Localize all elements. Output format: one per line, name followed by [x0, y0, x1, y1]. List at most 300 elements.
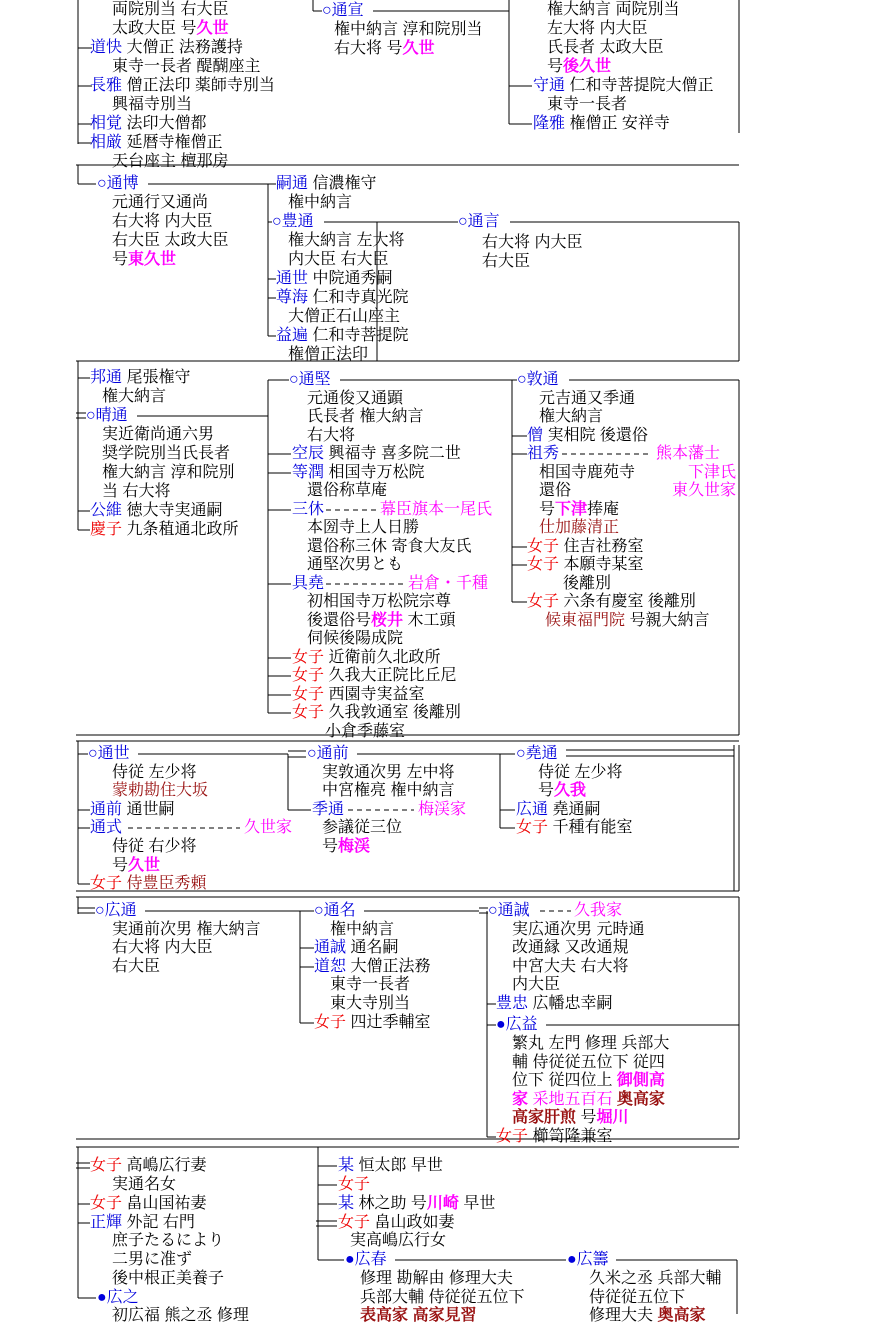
tree-node — [589, 1308, 705, 1324]
tree-node — [360, 1271, 513, 1287]
text-segment: 権大納言 左大将 — [288, 232, 405, 249]
text-segment: 女子 — [527, 593, 560, 610]
text-segment: 通前 — [90, 801, 123, 818]
text-segment: 女子 — [292, 667, 325, 684]
tree-node — [112, 839, 196, 855]
text-segment: 梅渓 — [338, 838, 371, 855]
tree-node — [322, 820, 402, 836]
text-segment: 伺候後陽成院 — [307, 630, 404, 647]
text-segment: 早世 — [458, 1195, 496, 1212]
tree-node — [482, 235, 582, 251]
tree-node — [512, 1110, 628, 1126]
tree-node — [90, 78, 275, 94]
tree-node — [112, 1308, 249, 1324]
tree-node — [292, 687, 424, 703]
tree-node — [516, 820, 632, 836]
tree-node — [527, 428, 648, 444]
text-segment: 正輝 — [90, 1214, 123, 1231]
text-segment: 権中納言 淳和院別当 — [334, 21, 483, 38]
text-segment: 女子 — [90, 875, 123, 892]
tree-node — [112, 2, 228, 18]
tree-node — [688, 465, 736, 481]
text-segment: 号 — [112, 251, 129, 268]
text-segment: 守通 — [533, 77, 566, 94]
text-segment: 祖秀 — [527, 445, 560, 462]
tree-node — [102, 465, 234, 481]
tree-node — [516, 746, 558, 762]
tree-node — [90, 1215, 195, 1231]
tree-node — [307, 557, 403, 573]
text-segment: 侍従 左少将 — [538, 764, 623, 781]
text-segment: 熊本藩士 — [656, 445, 721, 462]
text-segment: 堯通嗣 — [548, 801, 601, 818]
text-segment: 権大納言 両院別当 — [547, 1, 680, 18]
text-segment: 右大将 内大臣 — [482, 234, 583, 251]
text-segment: 梅渓家 — [418, 801, 467, 818]
tree-node — [496, 1129, 612, 1145]
text-segment: 道恕 — [314, 958, 347, 975]
tree-node — [322, 783, 454, 799]
text-segment: ○通誠 — [488, 902, 530, 919]
text-segment: 仕加藤清正 — [539, 519, 620, 536]
tree-node — [539, 483, 571, 499]
text-segment: 庶子たるにより — [112, 1232, 225, 1249]
text-segment: 後久世 — [563, 58, 612, 75]
text-segment: 権大納言 — [539, 408, 604, 425]
text-segment: 還俗 — [539, 482, 572, 499]
text-segment: 幕臣旗本一尾氏 — [380, 501, 493, 518]
text-segment: ●広之 — [97, 1289, 139, 1306]
text-segment: 久我敦通室 後離別 — [324, 704, 461, 721]
tree-node — [380, 502, 492, 518]
text-segment: 右大臣 — [112, 958, 161, 975]
text-segment: 小倉季藤室 — [325, 723, 406, 740]
text-segment: 右大将 内大臣 — [112, 939, 213, 956]
text-segment: 某 — [338, 1157, 355, 1174]
text-segment: 僧 — [527, 427, 544, 444]
tree-node — [338, 1196, 495, 1212]
tree-node — [112, 195, 208, 211]
tree-node — [527, 446, 559, 462]
tree-node — [112, 1233, 224, 1249]
tree-node — [512, 922, 644, 938]
tree-node — [350, 1233, 446, 1249]
text-segment: 左大将 内大臣 — [547, 20, 648, 37]
text-segment: 奥高家 — [657, 1307, 706, 1324]
tree-node — [90, 802, 174, 818]
tree-node — [288, 195, 352, 211]
text-segment: 女子 — [527, 556, 560, 573]
tree-node — [512, 1036, 669, 1052]
text-segment: 興福寺 喜多院二世 — [324, 445, 461, 462]
tree-node — [539, 409, 603, 425]
text-segment: ○敦通 — [517, 371, 559, 388]
text-segment: 東寺一長者 — [547, 96, 628, 113]
text-segment: 延暦寺権僧正 — [122, 134, 223, 151]
text-segment: 女子 — [338, 1214, 371, 1231]
text-segment: ○通前 — [307, 745, 349, 762]
text-segment: 東寺一長者 醍醐座主 — [112, 58, 261, 75]
tree-node — [307, 539, 471, 555]
tree-node — [656, 446, 720, 462]
text-segment: 改通縁 又改通規 — [512, 939, 629, 956]
text-segment: 興福寺別当 — [112, 96, 193, 113]
tree-node — [307, 631, 403, 647]
text-segment: 女子 — [90, 1195, 123, 1212]
tree-node — [496, 996, 612, 1012]
tree-node — [314, 959, 430, 975]
tree-node — [547, 21, 647, 37]
text-segment: 女子 — [527, 538, 560, 555]
text-segment: 相厳 — [90, 134, 123, 151]
text-segment: 久我家 — [574, 902, 623, 919]
text-segment: 女子 — [496, 1128, 529, 1145]
text-segment: 櫛笥隆兼室 — [528, 1128, 613, 1145]
tree-node — [334, 41, 434, 57]
text-segment: 通式 — [90, 819, 123, 836]
text-segment: 西園寺実益室 — [324, 686, 425, 703]
text-segment: 太政大臣 号 — [112, 20, 197, 37]
tree-node — [112, 21, 228, 37]
text-segment: 東久世 — [128, 251, 177, 268]
tree-node — [539, 520, 619, 536]
text-segment: 住吉社務室 — [559, 538, 644, 555]
tree-node — [539, 391, 635, 407]
text-segment: 女子 — [292, 686, 325, 703]
tree-node — [527, 594, 696, 610]
text-segment: 東久世家 — [672, 482, 737, 499]
text-segment: 実通前次男 権大納言 — [112, 921, 261, 938]
text-segment: 千種有能室 — [548, 819, 633, 836]
text-segment: 輔 侍従従五位下 従四 — [512, 1054, 665, 1071]
text-segment: 女子 — [292, 704, 325, 721]
text-segment: 権大納言 淳和院別 — [102, 464, 235, 481]
tree-node — [539, 502, 619, 518]
tree-node — [547, 40, 663, 56]
tree-node — [360, 1308, 476, 1324]
text-segment: 権中納言 — [288, 194, 353, 211]
tree-node — [325, 724, 405, 740]
tree-node — [97, 176, 139, 192]
tree-node — [322, 839, 370, 855]
text-segment: 川崎 — [426, 1195, 459, 1212]
text-segment: 権僧正 安祥寺 — [565, 115, 670, 132]
text-segment: 侍従 右少将 — [112, 838, 197, 855]
text-segment: 後離別 — [563, 575, 612, 592]
tree-node — [288, 347, 368, 363]
text-segment: 氏長者 太政大臣 — [547, 39, 664, 56]
tree-node — [90, 820, 122, 836]
text-segment: 元通俊又通顕 — [307, 390, 404, 407]
tree-node — [418, 802, 466, 818]
text-segment: 内大臣 — [512, 976, 561, 993]
text-segment: 号 — [112, 857, 129, 874]
tree-node — [112, 940, 212, 956]
tree-node — [112, 233, 228, 249]
text-segment: ○晴通 — [86, 407, 128, 424]
text-segment: 右大将 号 — [334, 40, 403, 57]
text-segment: 九条稙通北政所 — [122, 521, 239, 538]
tree-node — [90, 1196, 206, 1212]
text-segment: 初広福 熊之丞 修理 — [112, 1307, 249, 1324]
tree-node — [538, 765, 622, 781]
text-segment: 林之助 号 — [354, 1195, 427, 1212]
text-segment: 参議従三位 — [322, 819, 403, 836]
text-segment: 家 — [512, 1091, 529, 1108]
text-segment: 恒太郎 早世 — [354, 1157, 443, 1174]
tree-node — [292, 576, 324, 592]
tree-node — [112, 959, 160, 975]
text-segment: 氏長者 権大納言 — [307, 408, 424, 425]
tree-node — [408, 576, 488, 592]
text-segment: 通世 — [276, 270, 309, 287]
text-segment: 下津 — [555, 501, 588, 518]
tree-node — [102, 427, 214, 443]
tree-node — [307, 409, 423, 425]
tree-node — [276, 328, 408, 344]
text-segment: 両院別当 右大臣 — [112, 1, 229, 18]
tree-node — [90, 522, 238, 538]
tree-node — [112, 922, 260, 938]
text-segment: 仁和寺菩提院 — [308, 327, 409, 344]
text-segment: 元通行又通尚 — [112, 194, 209, 211]
text-segment: 通誠 — [314, 939, 347, 956]
text-segment: 御側高 — [616, 1072, 665, 1089]
tree-node — [90, 370, 190, 386]
text-segment: 六条有慶室 後離別 — [559, 593, 696, 610]
text-segment: 益遍 — [276, 327, 309, 344]
text-segment: 慶子 — [90, 521, 123, 538]
text-segment: 邦通 — [90, 369, 123, 386]
tree-node — [538, 783, 586, 799]
tree-node — [312, 802, 344, 818]
text-segment: 蒙勅勘住大坂 — [112, 782, 209, 799]
text-segment: ○豊通 — [272, 213, 314, 230]
text-segment: 久我 — [554, 782, 587, 799]
text-segment: 大僧正 法務護持 — [122, 39, 243, 56]
text-segment: 還俗称三休 寄食大友氏 — [307, 538, 472, 555]
text-segment: ○通博 — [97, 175, 139, 192]
text-segment: 広幡忠幸嗣 — [528, 995, 613, 1012]
tree-node — [334, 22, 482, 38]
text-segment: 号 — [547, 58, 564, 75]
text-segment: 近衛前久北政所 — [324, 649, 441, 666]
tree-node — [112, 59, 260, 75]
tree-node — [112, 214, 212, 230]
tree-node — [288, 252, 388, 268]
text-segment: 侍従 左少将 — [112, 764, 197, 781]
tree-node — [307, 428, 355, 444]
tree-node — [112, 858, 160, 874]
tree-node — [589, 1290, 685, 1306]
text-segment: 徳大寺実通嗣 — [122, 502, 223, 519]
text-segment: 号 — [539, 501, 556, 518]
tree-node — [330, 977, 410, 993]
text-segment: 豊忠 — [496, 995, 529, 1012]
text-segment: ○通世 — [88, 745, 130, 762]
tree-node — [307, 613, 455, 629]
tree-node — [90, 135, 222, 151]
text-segment: 兵部大輔 侍従従五位下 — [360, 1289, 525, 1306]
text-segment: 久世 — [128, 857, 161, 874]
text-segment: 空辰 — [292, 445, 325, 462]
text-segment: 公維 — [90, 502, 123, 519]
tree-node — [330, 996, 410, 1012]
tree-node — [545, 613, 709, 629]
tree-node — [276, 176, 376, 192]
tree-node — [112, 154, 228, 170]
tree-node — [314, 940, 398, 956]
tree-node — [112, 1271, 224, 1287]
text-segment: ●広籌 — [567, 1251, 609, 1268]
tree-node — [533, 116, 670, 132]
text-segment: 女子 — [338, 1176, 371, 1193]
text-segment: 捧庵 — [587, 501, 620, 518]
tree-node — [512, 959, 628, 975]
text-segment: 実敦通次男 左中将 — [322, 764, 455, 781]
text-segment: 高嶋広行妻 — [122, 1157, 207, 1174]
tree-node — [112, 1177, 176, 1193]
text-segment: ○堯通 — [516, 745, 558, 762]
text-segment: 大僧正石山座主 — [288, 308, 401, 325]
text-segment: 高家肝煎 — [512, 1109, 577, 1126]
tree-node — [338, 1215, 454, 1231]
tree-node — [307, 483, 387, 499]
tree-node — [97, 1290, 139, 1306]
tree-node — [574, 903, 622, 919]
text-segment: ○通堅 — [289, 371, 331, 388]
text-segment: 元吉通又季通 — [539, 390, 636, 407]
text-segment: 右大臣 太政大臣 — [112, 232, 229, 249]
text-segment: 相覚 — [90, 115, 123, 132]
text-segment: 道快 — [90, 39, 123, 56]
text-segment: 権大納言 — [102, 388, 167, 405]
text-segment: 実高嶋広行女 — [350, 1232, 447, 1249]
text-segment: 相国寺鹿苑寺 — [539, 464, 636, 481]
text-segment: 東大寺別当 — [330, 995, 411, 1012]
tree-node — [292, 705, 461, 721]
text-segment: 久我大正院比丘尼 — [324, 667, 457, 684]
text-segment: 下津氏 — [688, 464, 737, 481]
tree-node — [322, 3, 364, 19]
tree-node — [288, 233, 404, 249]
tree-node — [307, 594, 451, 610]
tree-node — [307, 746, 349, 762]
text-segment: 修理 勘解由 修理大夫 — [360, 1270, 513, 1287]
text-segment: 実近衛尚通六男 — [102, 426, 215, 443]
text-segment: 実通名女 — [112, 1176, 177, 1193]
text-segment: 広通 — [516, 801, 549, 818]
text-segment: 侍豊臣秀頼 — [122, 875, 207, 892]
tree-node — [314, 1015, 430, 1031]
text-segment: 本圀寺上人日勝 — [307, 519, 420, 536]
tree-node — [272, 214, 314, 230]
text-segment: 号 — [538, 782, 555, 799]
text-segment: 実広通次男 元時通 — [512, 921, 645, 938]
tree-node — [112, 783, 208, 799]
text-segment: ○通言 — [458, 213, 500, 230]
text-segment: 堀川 — [596, 1109, 629, 1126]
tree-node — [112, 765, 196, 781]
tree-node — [512, 977, 560, 993]
tree-node — [488, 903, 530, 919]
text-segment: 還俗称草庵 — [307, 482, 388, 499]
text-segment: 女子 — [90, 1157, 123, 1174]
text-segment: ○通名 — [314, 902, 356, 919]
text-segment: 僧正法印 薬師寺別当 — [122, 77, 275, 94]
tree-node — [533, 78, 713, 94]
tree-node — [567, 1252, 609, 1268]
text-segment: 侍従従五位下 — [589, 1289, 686, 1306]
text-segment: 季通 — [312, 801, 345, 818]
tree-node — [330, 922, 394, 938]
text-segment: 具堯 — [292, 575, 325, 592]
tree-node — [482, 254, 530, 270]
text-segment: 奥高家 — [616, 1091, 665, 1108]
text-segment: 本願寺某室 — [559, 556, 644, 573]
tree-node — [512, 1055, 665, 1071]
tree-node — [90, 503, 222, 519]
text-segment: 女子 — [516, 819, 549, 836]
text-segment: 表高家 高家見習 — [360, 1307, 477, 1324]
text-segment: 仁和寺菩提院大僧正 — [565, 77, 714, 94]
tree-node — [458, 214, 500, 230]
tree-node — [496, 1017, 538, 1033]
text-segment: 号 — [322, 838, 339, 855]
tree-node — [589, 1271, 721, 1287]
text-segment: 岩倉・千種 — [408, 575, 489, 592]
text-segment: 候東福門院 — [545, 612, 626, 629]
tree-node — [292, 465, 424, 481]
text-segment: 木工頭 — [403, 612, 456, 629]
text-segment: 三休 — [292, 501, 325, 518]
text-segment: 権中納言 — [330, 921, 395, 938]
text-segment: 女子 — [292, 649, 325, 666]
text-segment: 尾張権守 — [122, 369, 191, 386]
tree-node — [292, 446, 461, 462]
tree-node — [672, 483, 736, 499]
text-segment: ●広春 — [345, 1251, 387, 1268]
tree-node — [102, 389, 166, 405]
text-segment: 尊海 — [276, 289, 309, 306]
text-segment: 東寺一長者 — [330, 976, 411, 993]
text-segment: 中宮大夫 右大将 — [512, 958, 629, 975]
tree-node — [95, 903, 137, 919]
tree-node — [512, 1073, 665, 1089]
tree-node — [289, 372, 331, 388]
text-segment: ●広益 — [496, 1016, 538, 1033]
tree-node — [547, 59, 611, 75]
tree-node — [102, 484, 170, 500]
tree-node — [112, 252, 176, 268]
text-segment: 某 — [338, 1195, 355, 1212]
tree-node — [112, 1252, 192, 1268]
text-segment: 采地五百石 — [528, 1091, 617, 1108]
text-segment: 位下 従四位上 — [512, 1072, 617, 1089]
tree-node — [102, 446, 230, 462]
text-segment: ○広通 — [95, 902, 137, 919]
tree-node — [563, 576, 611, 592]
text-segment: 隆雅 — [533, 115, 566, 132]
text-segment: 相国寺万松院 — [324, 464, 425, 481]
tree-node — [90, 876, 206, 892]
text-segment: 等潤 — [292, 464, 325, 481]
text-segment: 右大臣 — [482, 253, 531, 270]
text-segment: 号 — [576, 1109, 597, 1126]
tree-node — [527, 557, 643, 573]
text-segment: 長雅 — [90, 77, 123, 94]
tree-node — [112, 97, 192, 113]
